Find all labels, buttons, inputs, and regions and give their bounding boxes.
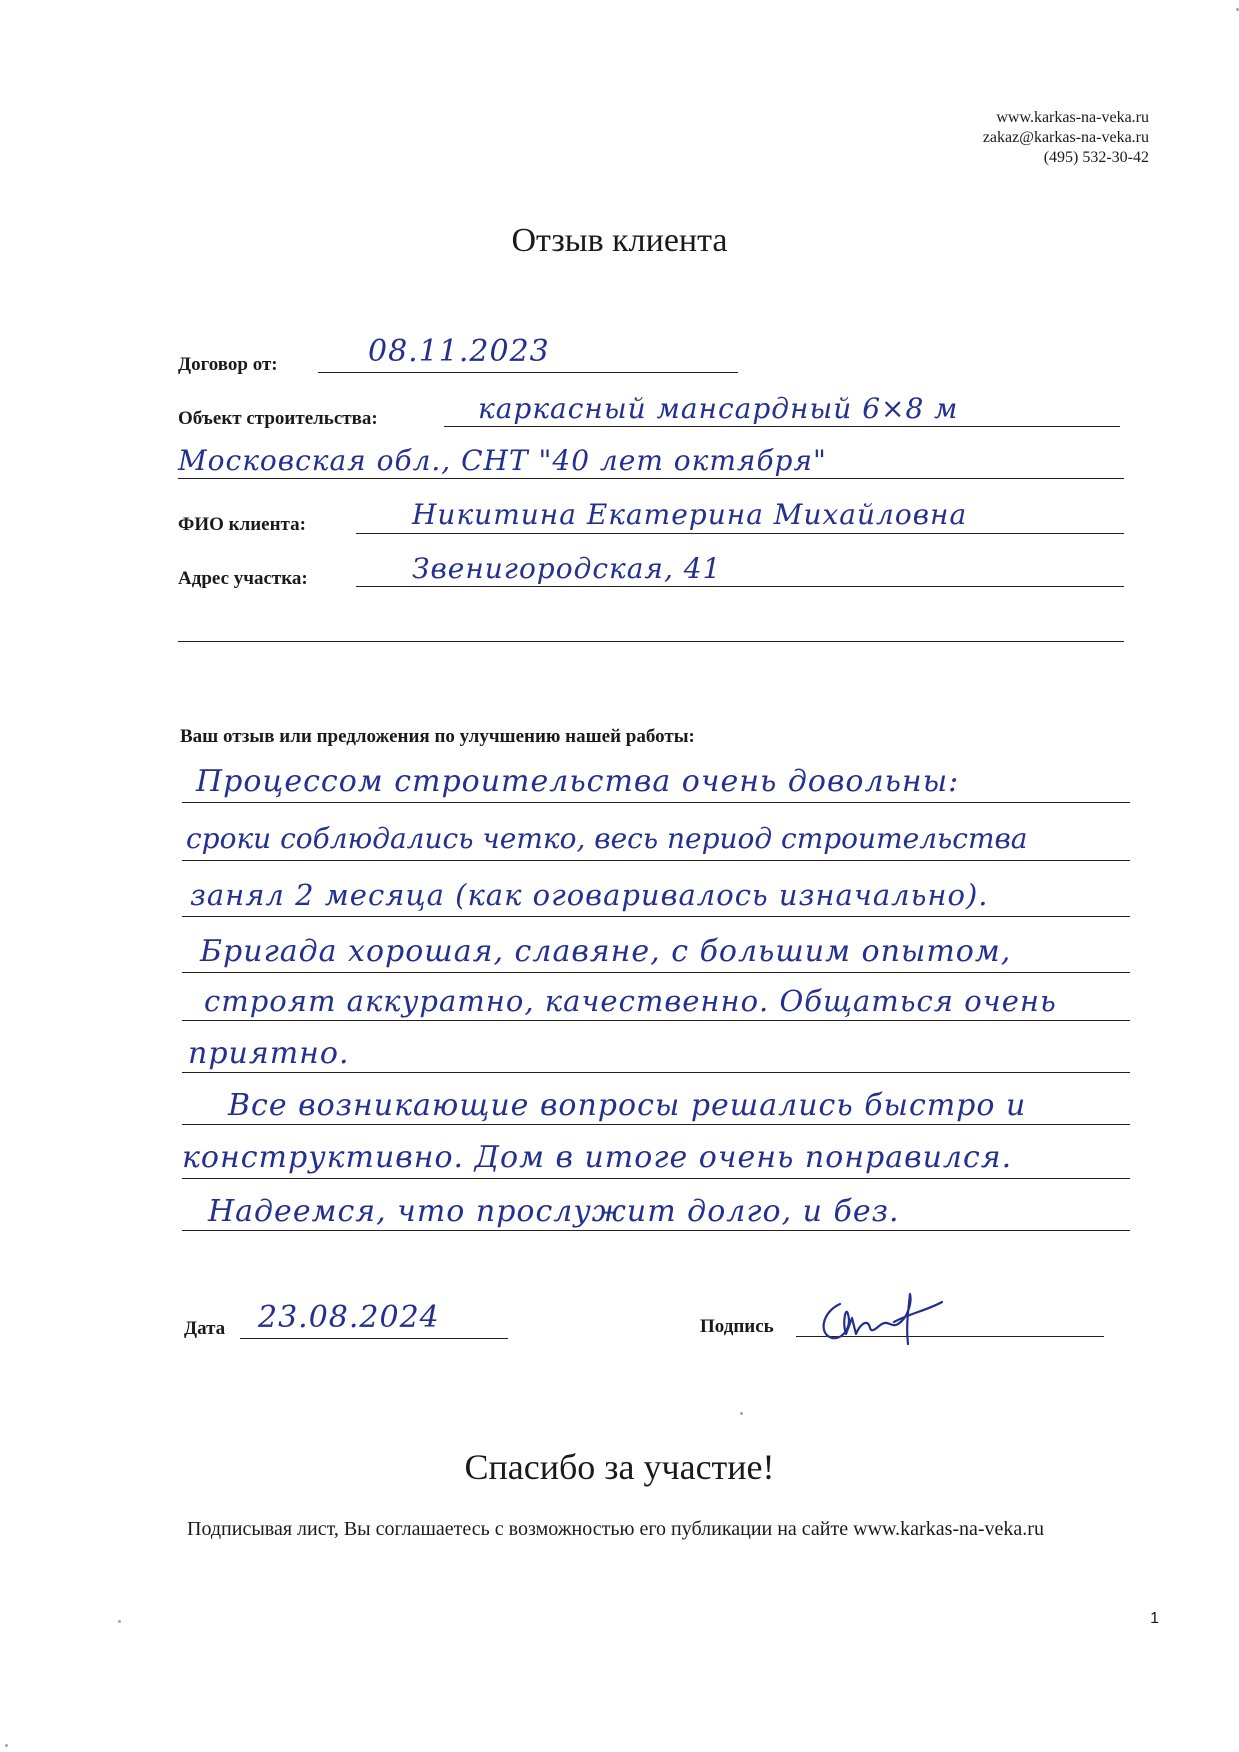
address-extra-line	[178, 641, 1124, 642]
page-number: 1	[1150, 1610, 1159, 1627]
object-value-line1: каркасный мансардный 6×8 м	[478, 392, 959, 425]
client-line	[356, 533, 1124, 534]
handwritten-signature	[812, 1288, 962, 1348]
review-underline	[182, 1178, 1130, 1179]
review-underline	[182, 802, 1130, 803]
address-value: Звенигородская, 41	[412, 552, 722, 585]
object-label: Объект строительства:	[178, 408, 378, 429]
object-line-1	[444, 426, 1120, 427]
contract-label: Договор от:	[178, 354, 278, 375]
review-text-line: конструктивно. Дом в итоге очень понравился.	[182, 1140, 1013, 1175]
review-text-line: Надеемся, что прослужит долго, и без.	[208, 1194, 900, 1229]
client-label: ФИО клиента:	[178, 514, 306, 535]
company-phone: (495) 532-30-42	[1043, 149, 1149, 166]
review-text-line: приятно.	[188, 1036, 350, 1071]
contract-date-value: 08.11.2023	[368, 334, 550, 369]
date-line	[240, 1338, 508, 1339]
review-underline	[182, 916, 1130, 917]
address-label: Адрес участка:	[178, 568, 308, 589]
date-value: 23.08.2024	[258, 1300, 440, 1335]
review-underline	[182, 860, 1130, 861]
review-text-line: Процессом строительства очень довольны:	[196, 764, 960, 799]
review-text-line: занял 2 месяца (как оговаривалось изначально).	[190, 878, 989, 912]
company-website: www.karkas-na-veka.ru	[996, 109, 1149, 126]
review-underline	[182, 1072, 1130, 1073]
signature-label: Подпись	[700, 1316, 774, 1337]
client-name-value: Никитина Екатерина Михайловна	[412, 498, 968, 531]
review-underline	[182, 972, 1130, 973]
review-text-line: Все возникающие вопросы решались быстро и	[228, 1088, 1027, 1123]
date-label: Дата	[184, 1318, 226, 1339]
review-text-line: Бригада хорошая, славяне, с большим опытом,	[200, 934, 1012, 969]
contract-line	[318, 372, 738, 373]
company-email: zakaz@karkas-na-veka.ru	[982, 129, 1149, 146]
review-underline	[182, 1020, 1130, 1021]
contact-block	[983, 108, 1149, 168]
address-line	[356, 586, 1124, 587]
consent-note: Подписывая лист, Вы соглашаетесь с возможностью его публикации на сайте www.karkas-na-veka.ru	[187, 1518, 1044, 1540]
review-text-line: сроки соблюдались четко, весь период строительства	[186, 822, 1028, 855]
review-text-line: строят аккуратно, качественно. Общаться очень	[204, 984, 1057, 1018]
review-underline	[182, 1124, 1130, 1125]
review-heading: Ваш отзыв или предложения по улучшению нашей работы:	[180, 726, 695, 747]
thanks-message: Спасибо за участие!	[464, 1447, 775, 1487]
scan-speck	[740, 1412, 743, 1415]
review-underline	[182, 1230, 1130, 1231]
object-line-2	[178, 478, 1124, 479]
scan-speck	[5, 1744, 8, 1747]
object-value-line2: Московская обл., СНТ "40 лет октября"	[178, 444, 827, 477]
scan-speck	[118, 1620, 121, 1623]
page-title: Отзыв клиента	[511, 222, 728, 259]
